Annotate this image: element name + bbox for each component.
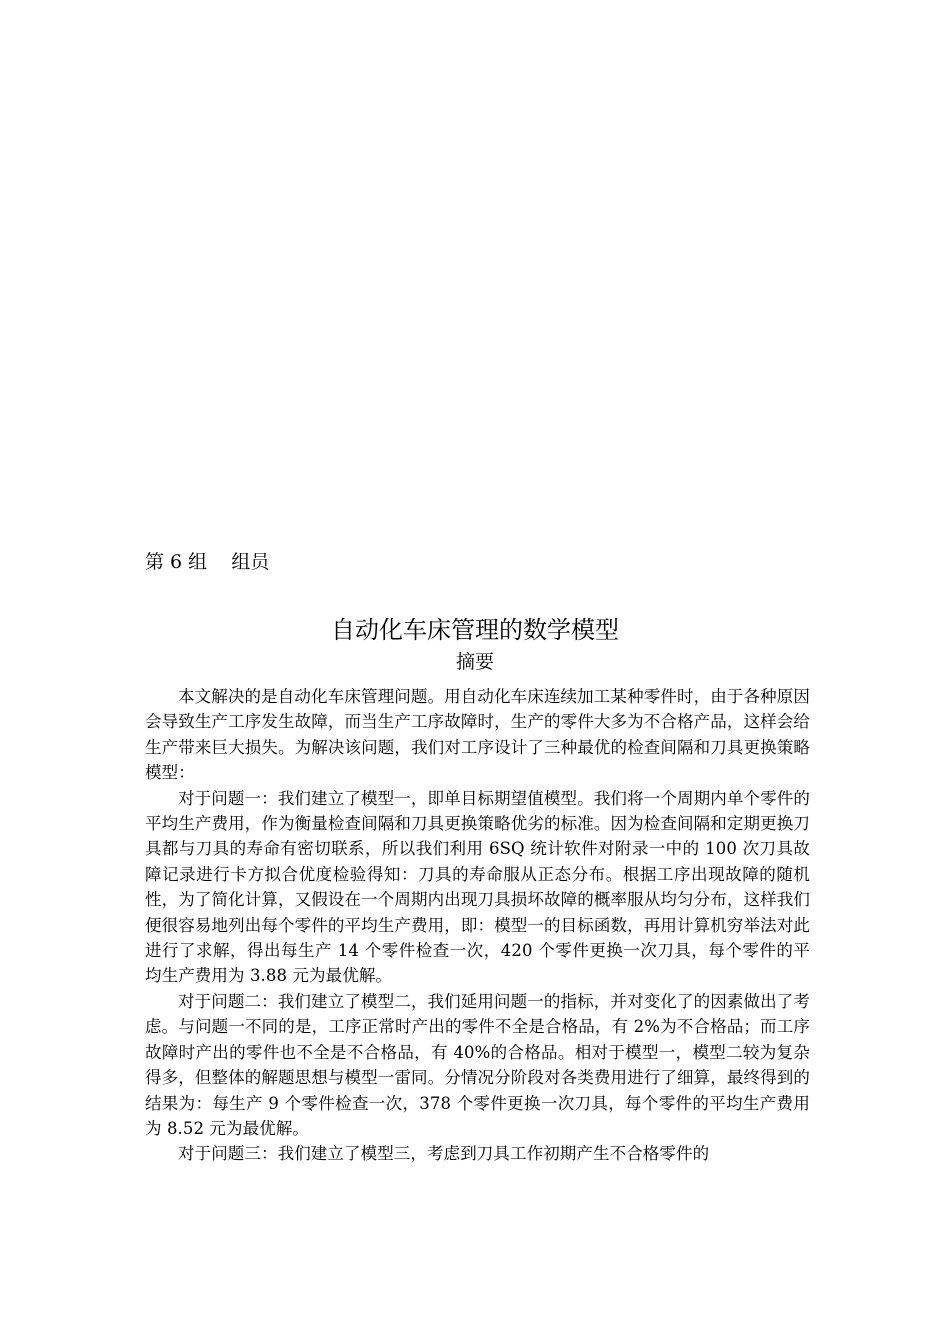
abstract-body [145, 684, 810, 1167]
group-member-line: 第 6 组 组员 [145, 551, 270, 573]
abstract-paragraph-3: 对于问题二：我们建立了模型二，我们延用问题一的指标，并对变化了的因素做出了考虑。与问题一不同的是，工序正常时产出的零件不全是合格品，有 2%为不合格品；而工序故障时产出的零件也不全是不合格品，有 40%的合格品。相对于模型一，模型二较为复杂得多，但整体的解题思想与模型一雷同。分情况分阶段对各类费用进行了细算，最终得到的结果为：每生产 9 个零件检查一次，378 个零件更换一次刀具，每个零件的平均生产费用为 8.52 元为最优解。 [145, 991, 810, 1138]
paper-title: 自动化车床管理的数学模型 [331, 616, 619, 645]
abstract-paragraph-2: 对于问题一：我们建立了模型一，即单目标期望值模型。我们将一个周期内单个零件的平均生产费用，作为衡量检查间隔和刀具更换策略优劣的标准。因为检查间隔和定期更换刀具都与刀具的寿命有密切联系，所以我们利用 6SQ 统计软件对附录一中的 100 次刀具故障记录进行卡方拟合优度检验得知：刀具的寿命服从正态分布。根据工序出现故障的随机性，为了简化计算，又假设在一个周期内出现刀具损坏故障的概率服从均匀分布，这样我们便很容易地列出每个零件的平均生产费用，即：模型一的目标函数，再用计算机穷举法对此进行了求解，得出每生产 14 个零件检查一次，420 个零件更换一次刀具，每个零件的平均生产费用为 3.88 元为最优解。 [145, 788, 810, 986]
abstract-heading: 摘要 [455, 651, 494, 673]
abstract-paragraph-4: 对于问题三：我们建立了模型三，考虑到刀具工作初期产生不合格零件的 [178, 1144, 710, 1164]
abstract-paragraph-1: 本文解决的是自动化车床管理问题。用自动化车床连续加工某种零件时，由于各种原因会导致生产工序发生故障，而当生产工序故障时，生产的零件大多为不合格产品，这样会给生产带来巨大损失。为解决该问题，我们对工序设计了三种最优的检查间隔和刀具更换策略模型： [145, 687, 810, 783]
